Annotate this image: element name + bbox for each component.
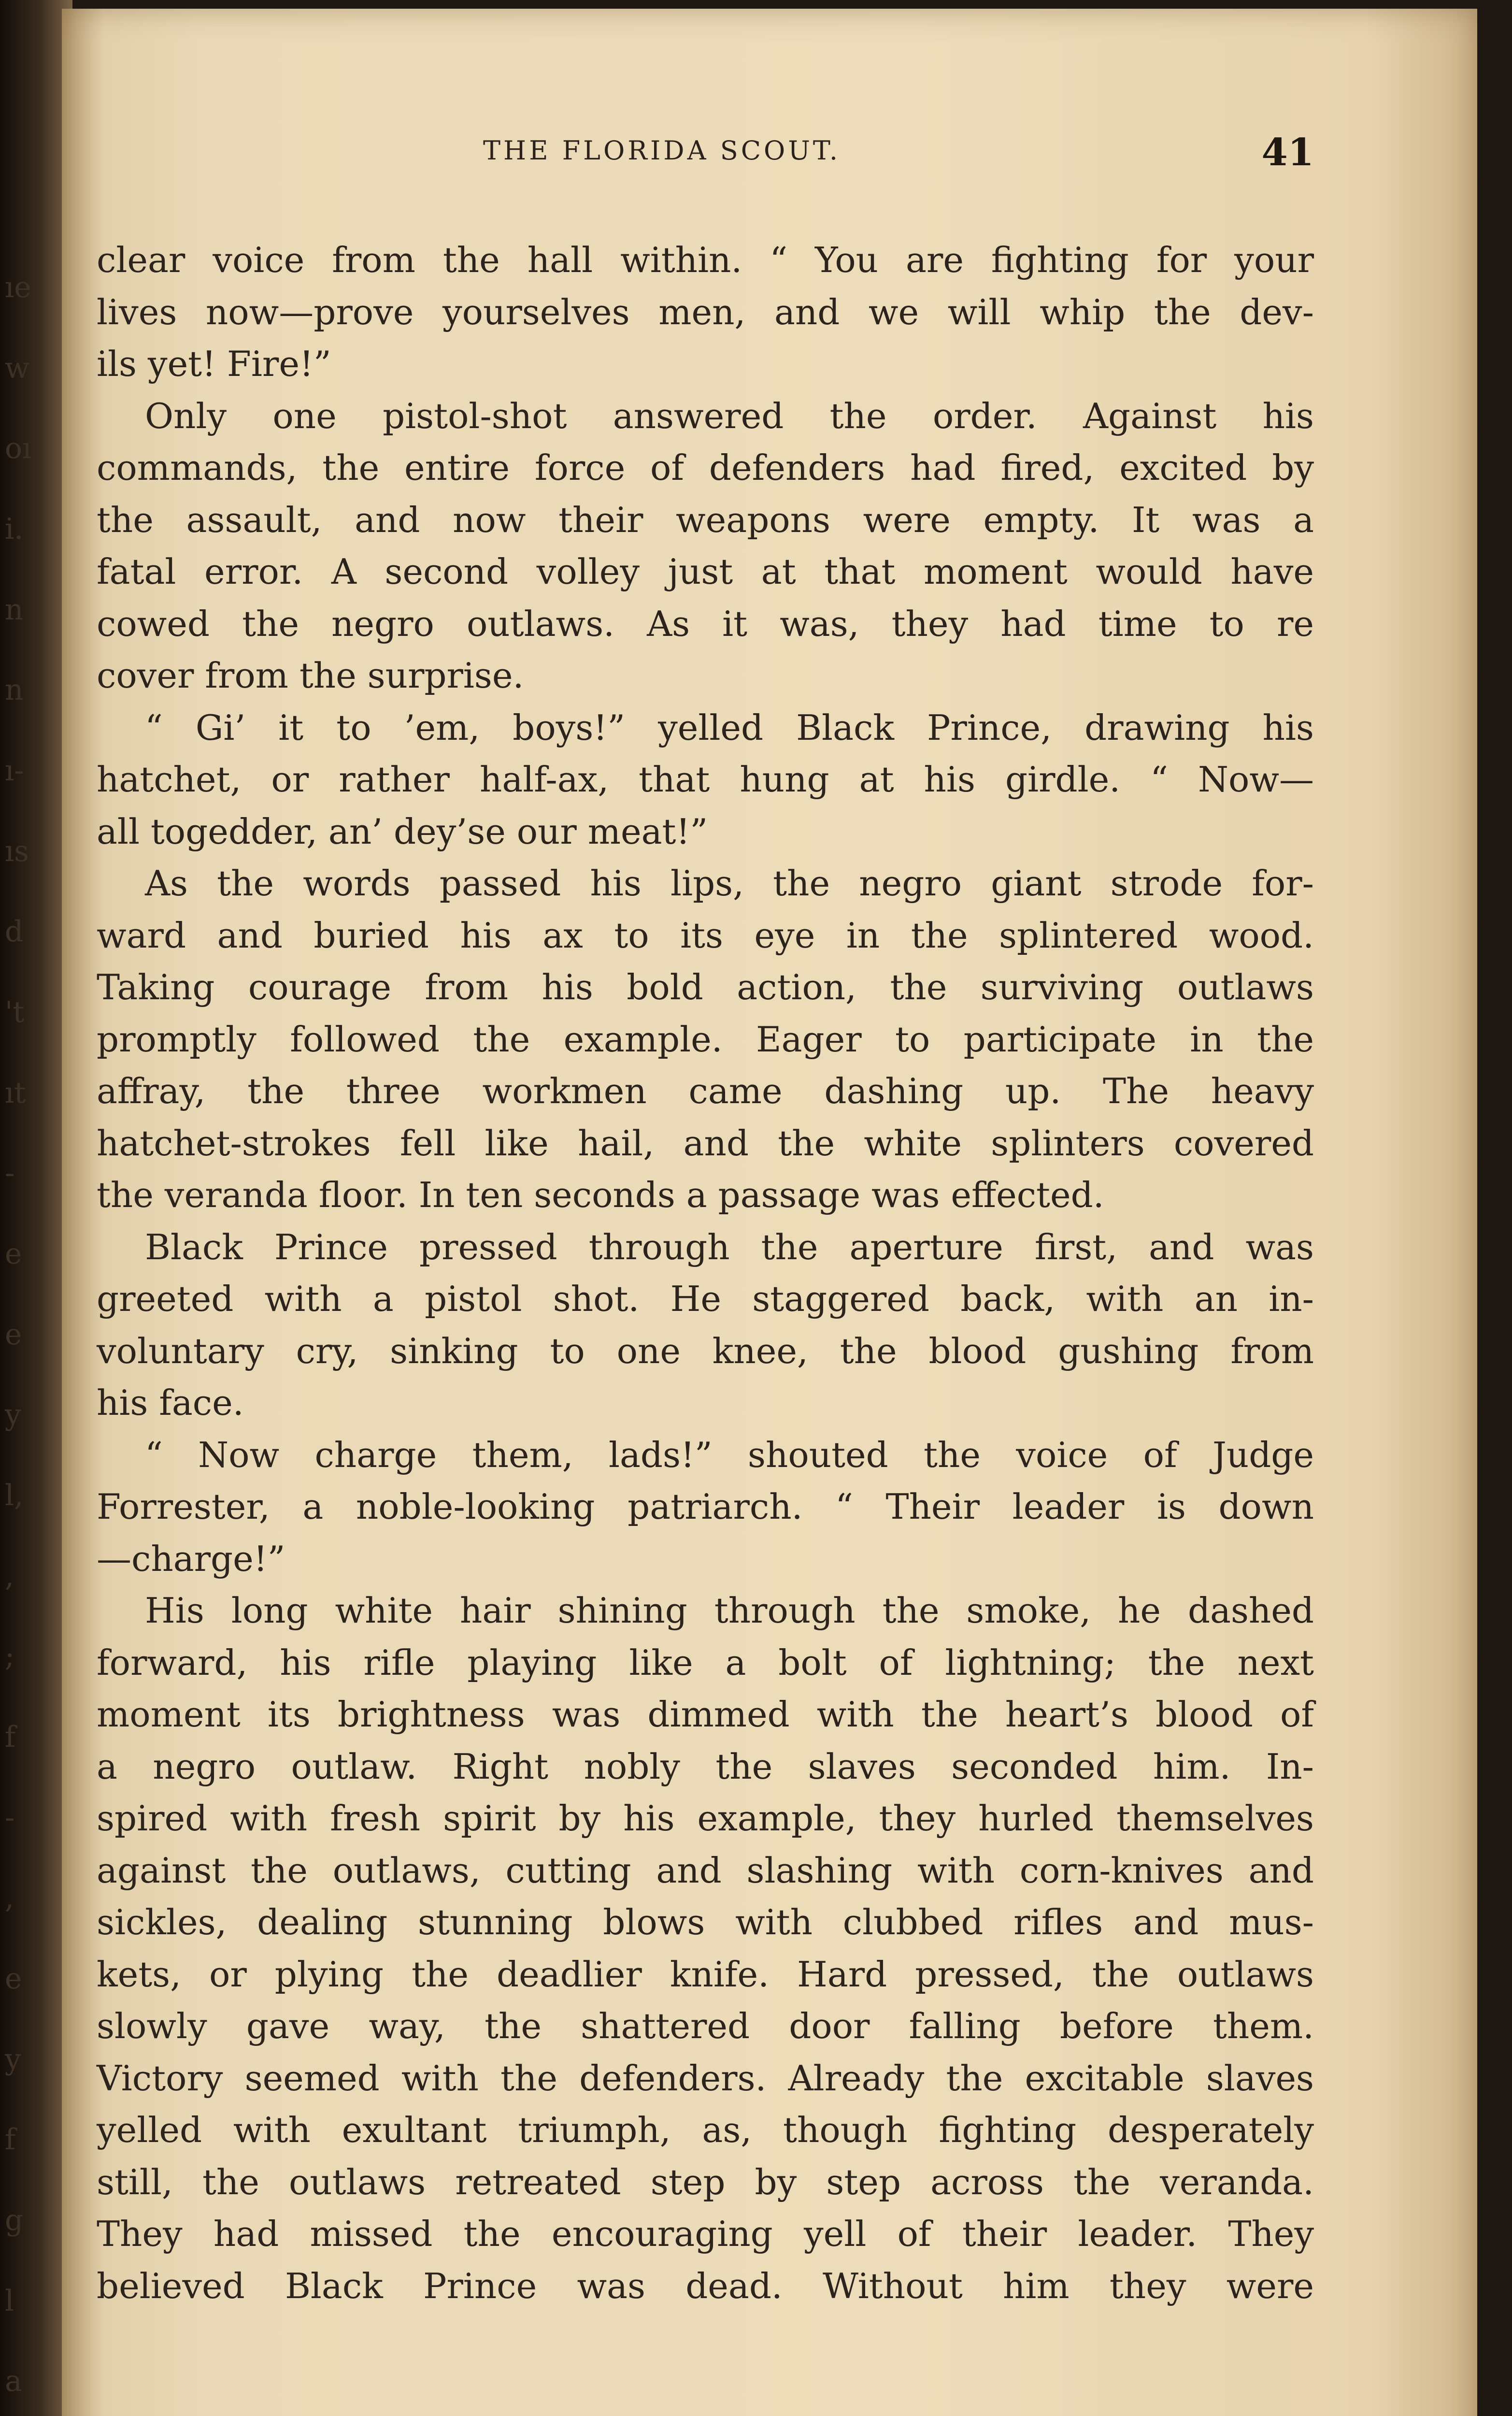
text-line: affray, the three workmen came dashing up. The heavy bbox=[97, 1071, 1314, 1111]
text-line: kets, or plying the deadlier knife. Hard pressed, the outlaws bbox=[97, 1954, 1314, 1995]
previous-page-fragment: ıs bbox=[5, 834, 29, 868]
previous-page-fragment: 't bbox=[5, 995, 25, 1029]
text-line: Forrester, a noble-looking patriarch. “ Their leader is down bbox=[97, 1486, 1314, 1527]
previous-page-fragment: d bbox=[5, 915, 24, 949]
previous-page-fragment: f bbox=[5, 2123, 16, 2157]
text-line: moment its brightness was dimmed with the heart’s blood of bbox=[97, 1694, 1314, 1735]
text-line: the veranda floor. In ten seconds a passage was effected. bbox=[97, 1175, 1104, 1215]
previous-page-fragment: , bbox=[5, 1559, 14, 1593]
text-line: Victory seemed with the defenders. Already the excitable slaves bbox=[97, 2057, 1314, 2099]
text-line: ils yet! Fire!” bbox=[97, 344, 331, 384]
previous-page-fragments bbox=[0, 271, 58, 2416]
text-line: “ Gi’ it to ’em, boys!” yelled Black Prince, drawing his bbox=[145, 707, 1314, 748]
previous-page-fragment: n bbox=[5, 673, 24, 707]
text-line: lives now—prove yourselves men, and we will whip the dev- bbox=[97, 291, 1314, 332]
text-line: all togedder, an’ dey’se our meat!” bbox=[97, 811, 708, 852]
text-line: hatchet-strokes fell like hail, and the white splinters covered bbox=[97, 1122, 1314, 1164]
text-line: his face. bbox=[97, 1382, 244, 1423]
text-line: Black Prince pressed through the aperture first, and was bbox=[145, 1226, 1314, 1267]
previous-page-fragment: - bbox=[5, 1801, 15, 1835]
text-line: They had missed the encouraging yell of their leader. They bbox=[97, 2214, 1314, 2254]
text-line: commands, the entire force of defenders had fired, excited by bbox=[97, 447, 1314, 488]
previous-page-fragment: i. bbox=[5, 512, 24, 546]
text-line: clear voice from the hall within. “ You are fighting for your bbox=[97, 240, 1314, 280]
text-line: His long white hair shining through the smoke, he dashed bbox=[145, 1590, 1314, 1631]
text-line: still, the outlaws retreated step by step across the veranda. bbox=[97, 2161, 1314, 2202]
text-line: the assault, and now their weapons were empty. It was a bbox=[97, 499, 1314, 540]
previous-page-fragment: a bbox=[5, 2364, 22, 2398]
text-line: ward and buried his ax to its eye in the splintered wood. bbox=[97, 915, 1314, 956]
previous-page-fragment: n bbox=[5, 593, 24, 627]
text-line: promptly followed the example. Eager to participate in the bbox=[97, 1019, 1314, 1060]
previous-page-fragment: - bbox=[5, 1156, 15, 1190]
previous-page-fragment: f bbox=[5, 1720, 16, 1754]
previous-page-fragment: ıe bbox=[5, 271, 31, 304]
text-line: fatal error. A second volley just at that moment would have bbox=[97, 551, 1314, 592]
previous-page-fragment: l, bbox=[5, 1479, 24, 1512]
text-line: cover from the surprise. bbox=[97, 655, 524, 696]
previous-page-fragment: ıt bbox=[5, 1076, 26, 1110]
previous-page-fragment: e bbox=[5, 1318, 22, 1352]
text-line: against the outlaws, cutting and slashing with corn-knives and bbox=[97, 1850, 1314, 1891]
text-line: “ Now charge them, lads!” shouted the voice of Judge bbox=[145, 1434, 1314, 1475]
previous-page-fragment: ı- bbox=[5, 754, 24, 788]
previous-page-fragment: l bbox=[5, 2284, 14, 2318]
previous-page-fragment: y bbox=[5, 1398, 21, 1432]
text-line: —charge!” bbox=[97, 1538, 285, 1579]
previous-page-fragment: g bbox=[5, 2203, 24, 2237]
page-number: 41 bbox=[1261, 130, 1314, 174]
text-line: sickles, dealing stunning blows with clubbed rifles and mus- bbox=[97, 1902, 1314, 1942]
text-line: voluntary cry, sinking to one knee, the blood gushing from bbox=[97, 1330, 1314, 1371]
running-head: THE FLORIDA SCOUT. bbox=[483, 135, 841, 166]
text-line: forward, his rifle playing like a bolt of lightning; the next bbox=[97, 1642, 1314, 1683]
text-line: yelled with exultant triumph, as, though fighting desperately bbox=[97, 2110, 1314, 2150]
text-line: greeted with a pistol shot. He staggered back, with an in- bbox=[97, 1279, 1314, 1319]
previous-page-fragment: w bbox=[5, 351, 30, 385]
text-line: believed Black Prince was dead. Without him they were bbox=[97, 2265, 1314, 2306]
previous-page-fragment: ; bbox=[5, 1639, 15, 1673]
text-line: spired with fresh spirit by his example, they hurled themselves bbox=[97, 1798, 1314, 1839]
page-header bbox=[72, 130, 1314, 179]
previous-page-fragment: y bbox=[5, 2042, 21, 2076]
text-line: Taking courage from his bold action, the surviving outlaws bbox=[97, 967, 1314, 1007]
text-line: Only one pistol-shot answered the order. Against his bbox=[145, 395, 1314, 436]
body-text bbox=[97, 234, 1314, 2312]
text-line: hatchet, or rather half-ax, that hung at his girdle. “ Now— bbox=[97, 759, 1314, 800]
text-line: a negro outlaw. Right nobly the slaves seconded him. In- bbox=[97, 1746, 1314, 1787]
text-line: cowed the negro outlaws. As it was, they had time to re bbox=[97, 603, 1314, 644]
previous-page-fragment: , bbox=[5, 1881, 14, 1915]
previous-page-fragment: e bbox=[5, 1237, 22, 1271]
text-line: As the words passed his lips, the negro giant strode for- bbox=[145, 863, 1314, 904]
text-line: slowly gave way, the shattered door falling before them. bbox=[97, 2006, 1314, 2046]
previous-page-fragment: oı bbox=[5, 431, 32, 465]
previous-page-fragment: e bbox=[5, 1962, 22, 1996]
